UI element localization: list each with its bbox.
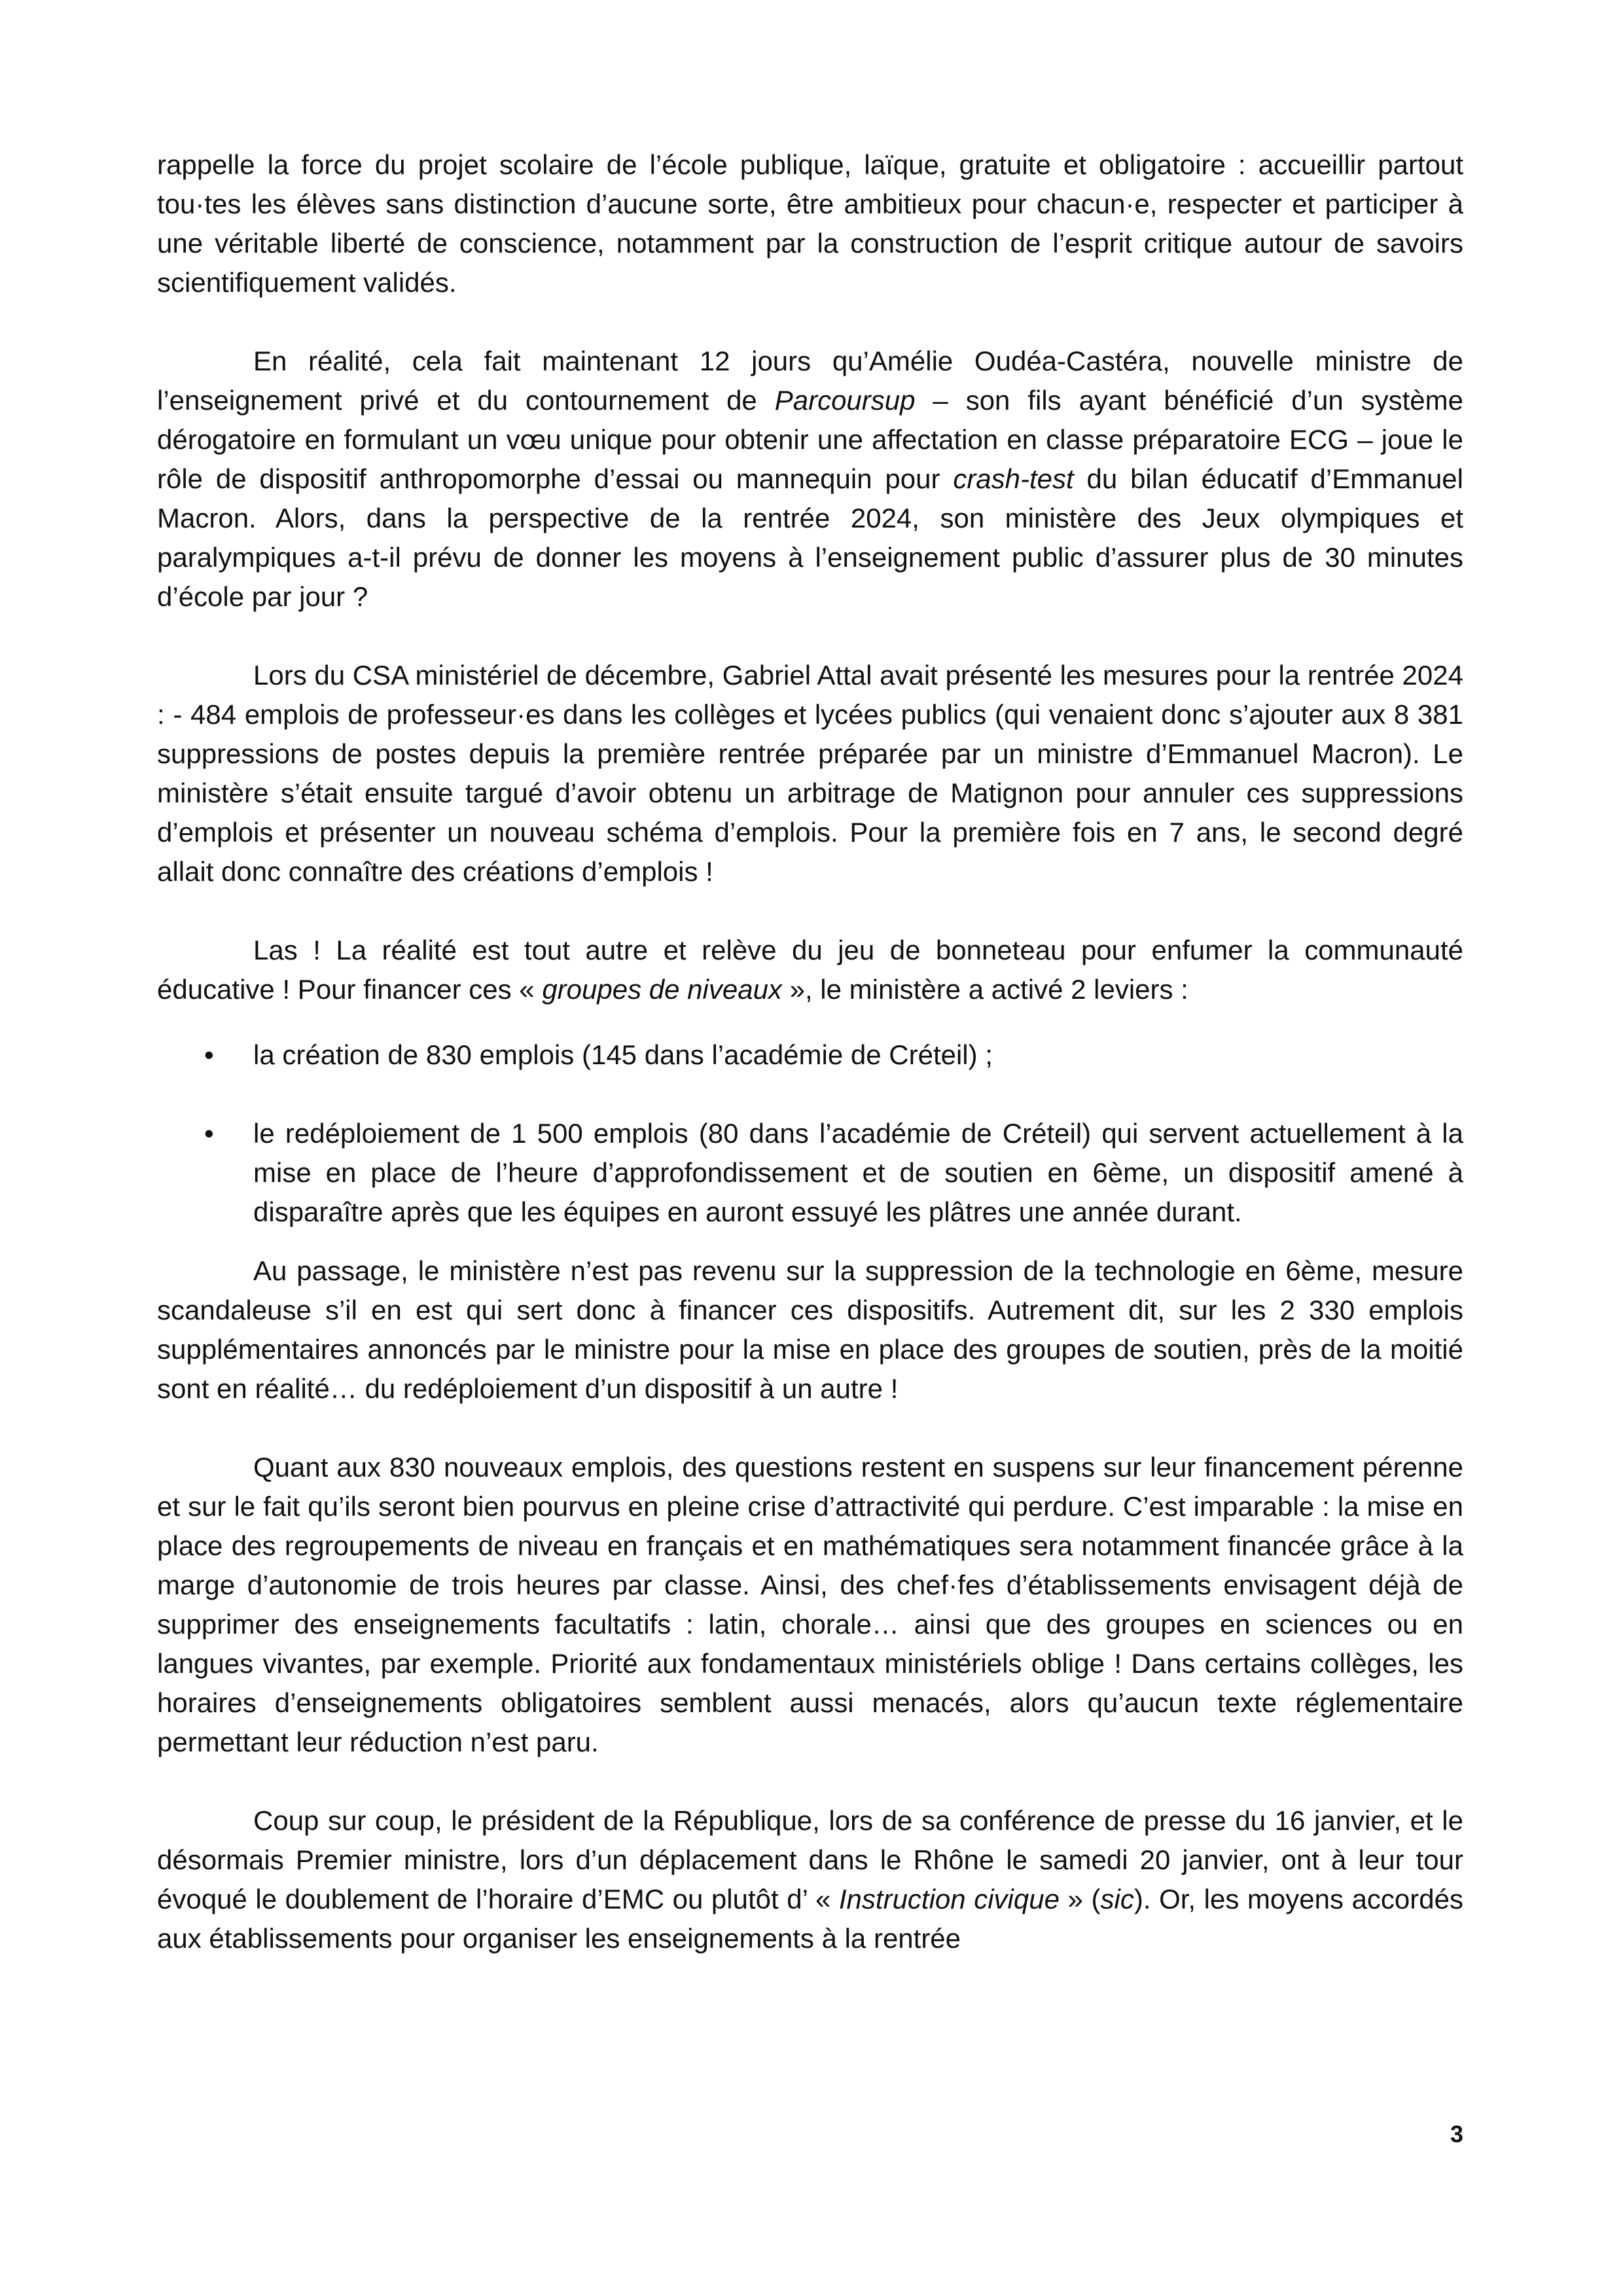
bullet-marker: •	[204, 1039, 214, 1070]
paragraph-text: », le ministère a activé 2 leviers :	[781, 974, 1188, 1005]
paragraph-text: du bilan éducatif d’Emmanuel Macron. Alors, dans la perspective de la rentrée 2024, son ministère des Jeux olympiques et paralympiques a-t-il prévu de donner les moyens à l’enseignement public d’assurer plus de 30 minutes d’école par jour ?	[157, 463, 1463, 612]
italic-parcoursup: Parcoursup	[774, 385, 916, 416]
paragraph-text: Au passage, le ministère n’est pas revenu sur la suppression de la technologie en 6ème, mesure scandaleuse s’il en est qui sert donc à financer ces dispositifs. Autrement dit, sur les 2 330 emplois supplémentaires annoncés par le ministre pour la mise en place des groupes de soutien, près de la moitié sont en réalité… du redéploiement d’un dispositif à un autre !	[157, 1255, 1463, 1404]
paragraph-new-jobs	[157, 1448, 1463, 1762]
paragraph-technology-suppression	[157, 1251, 1463, 1408]
paragraph-civic-instruction	[157, 1801, 1463, 1958]
paragraph-text: En réalité, cela fait maintenant 12 jours qu’Amélie Oudéa-Castéra, nouvelle ministre de l’enseignement privé et du contournement de	[157, 346, 1463, 416]
italic-instruction-civique: Instruction civique	[838, 1884, 1060, 1914]
paragraph-text: Lors du CSA ministériel de décembre, Gabriel Attal avait présenté les mesures pour la rentrée 2024 : - 484 emplois de professeur·es dans les collèges et lycées publics (qui venaient donc s’ajouter aux 8 381 suppressions de postes depuis la première rentrée préparée par un ministre d’Emmanuel Macron). Le ministère s’était ensuite targué d’avoir obtenu un arbitrage de Matignon pour annuler ces suppressions d’emplois et présenter un nouveau schéma d’emplois. Pour la première fois en 7 ans, le second degré allait donc connaître des créations d’emplois !	[157, 660, 1463, 887]
paragraph-text: – son fils ayant bénéficié d’un système dérogatoire en formulant un vœu unique pour obtenir une affectation en classe préparatoire ECG – joue le rôle de dispositif anthropomorphe d’essai ou mannequin pour	[157, 385, 1464, 494]
paragraph-school-project	[157, 145, 1463, 302]
list-item-text: la création de 830 emplois (145 dans l’académie de Créteil) ;	[253, 1039, 993, 1070]
bullet-marker: •	[204, 1118, 214, 1149]
paragraph-text: Coup sur coup, le président de la République, lors de sa conférence de presse du 16 janvier, et le désormais Premier ministre, lors d’un déplacement dans le Rhône le samedi 20 janvier, ont à leur tour évoqué le doublement de l’horaire d’EMC ou plutôt d’ «	[157, 1805, 1463, 1914]
list-item-text: le redéploiement de 1 500 emplois (80 dans l’académie de Créteil) qui servent actuellement à la mise en place de l’heure d’approfondissement et de soutien en 6ème, un dispositif amené à disparaître après que les équipes en auront essuyé les plâtres une année durant.	[253, 1118, 1463, 1227]
paragraph-minister-reality	[157, 342, 1463, 617]
paragraph-csa-measures	[157, 656, 1463, 891]
paragraph-text: rappelle la force du projet scolaire de l’école publique, laïque, gratuite et obligatoire : accueillir partout tou·tes les élèves sans distinction d’aucune sorte, être ambitieux pour chacun·e, respecter et participer à une véritable liberté de conscience, notamment par la construction de l’esprit critique autour de savoirs scientifiquement validés.	[157, 149, 1463, 298]
italic-sic: sic	[1100, 1884, 1134, 1914]
document-page	[157, 145, 1463, 1998]
paragraph-text: Las ! La réalité est tout autre et relève du jeu de bonneteau pour enfumer la communauté éducative ! Pour financer ces «	[157, 935, 1463, 1005]
italic-crash-test: crash-test	[953, 463, 1074, 494]
list-item-creation	[157, 1035, 1463, 1075]
page-number: 3	[1450, 2121, 1463, 2147]
italic-groupes-de-niveaux: groupes de niveaux	[542, 974, 782, 1005]
paragraph-text: ). Or, les moyens accordés aux établissements pour organiser les enseignements à la rentrée	[157, 1884, 1463, 1954]
paragraph-text: Quant aux 830 nouveaux emplois, des questions restent en suspens sur leur financement pérenne et sur le fait qu’ils seront bien pourvus en pleine crise d’attractivité qui perdure. C’est imparable : la mise en place des regroupements de niveau en français et en mathématiques sera notamment financée grâce à la marge d’autonomie de trois heures par classe. Ainsi, des chef·fes d’établissements envisagent déjà de supprimer des enseignements facultatifs : latin, chorale… ainsi que des groupes en sciences ou en langues vivantes, par exemple. Priorité aux fondamentaux ministériels oblige ! Dans certains collèges, les horaires d’enseignements obligatoires semblent aussi menacés, alors qu’aucun texte réglementaire permettant leur réduction n’est paru.	[157, 1452, 1463, 1757]
levers-list	[157, 1035, 1463, 1232]
paragraph-text: » (	[1059, 1884, 1101, 1914]
paragraph-levers-intro	[157, 931, 1463, 1009]
list-item-redeployment	[157, 1114, 1463, 1232]
